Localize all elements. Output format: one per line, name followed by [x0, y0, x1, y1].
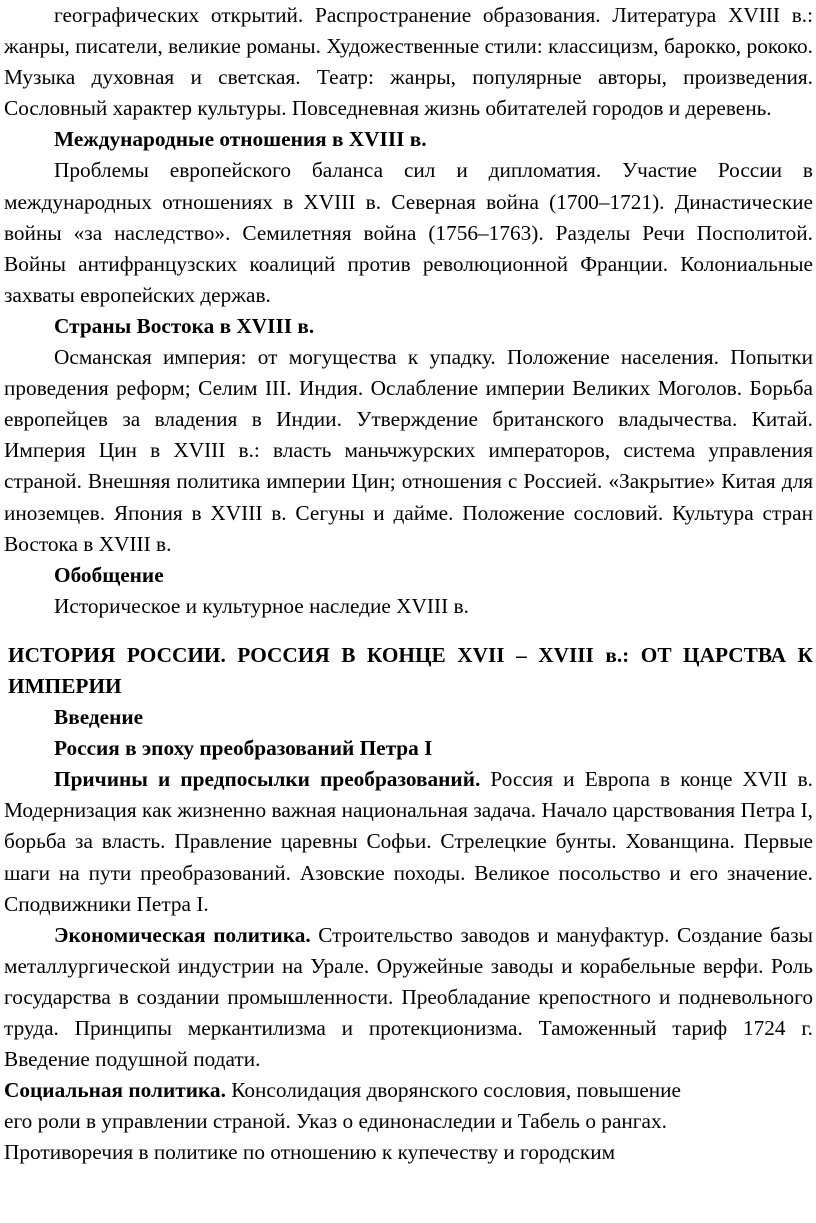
lead-economy: Экономическая политика. [54, 922, 311, 947]
paragraph-eastern-countries: Османская империя: от могущества к упадку. Положение населения. Попытки проведения реформ; Селим III. Индия. Ослабление империи Великих Моголов. Борьба европейцев за владения в Индии. Утверждение британского владычества. Китай. Империя Цин в XVIII в.: власть маньчжурских императоров, система управления страной. Внешняя политика империи Цин; отношения с Россией. «Закрытие» Китая для иноземцев. Япония в XVIII в. Сегуны и дайме. Положение сословий. Культура стран Востока в XVIII в. [4, 345, 813, 556]
text-social-line-2: его роли в управлении страной. Указ о единонаследии и Табель о рангах. [4, 1109, 667, 1134]
paragraph-international-relations: Проблемы европейского баланса сил и дипломатия. Участие России в международных отношениях в XVIII в. Северная война (1700–1721). Династические войны «за наследство». Семилетняя война (1756–1763). Разделы Речи Посполитой. Войны антифранцузских коалиций против революционной Франции. Колониальные захваты европейских держав. [4, 158, 813, 307]
heading-international-relations: Международные отношения в XVIII в. [54, 127, 427, 152]
paragraph-summary: Историческое и культурное наследие XVIII в. [54, 593, 469, 618]
text-economy: Строительство заводов и мануфактур. Создание базы металлургической индустрии на Урале. Оружейные заводы и корабельные верфи. Роль государства в создании промышленности. Преобладание крепостного и подневольного труда. Принципы меркантилизма и протекционизма. Таможенный тариф 1724 г. Введение подушной подати. [4, 922, 813, 1072]
text-reasons: Россия и Европа в конце XVII в. Модернизация как жизненно важная национальная задача. Начало царствования Петра I, борьба за власть. Правление царевны Софьи. Стрелецкие бунты. Хованщина. Первые шаги на пути преобразований. Азовские походы. Великое посольство и его значение. Сподвижники Петра I. [4, 767, 813, 916]
heading-eastern-countries: Страны Востока в XVIII в. [54, 313, 315, 338]
section-title: ИСТОРИЯ РОССИИ. РОССИЯ В КОНЦЕ XVII – XVIII в.: ОТ ЦАРСТВА К ИМПЕРИИ [8, 642, 813, 698]
paragraph-economy [4, 920, 813, 1075]
heading-introduction: Введение [54, 705, 144, 730]
paragraph-social [4, 1075, 813, 1168]
paragraph-culture-europe-cont: географических открытий. Распространение образования. Литература XVIII в.: жанры, писатели, великие романы. Художественные стили: классицизм, барокко, рококо. Музыка духовная и светская. Театр: жанры, популярные авторы, произведения. Сословный характер культуры. Повседневная жизнь обитателей городов и деревень. [4, 3, 813, 121]
lead-reasons: Причины и предпосылки преобразований. [54, 767, 481, 792]
paragraph-reasons [4, 764, 813, 919]
lead-social: Социальная политика. [4, 1078, 226, 1103]
heading-summary: Обобщение [54, 562, 164, 587]
text-social-line-1: Консолидация дворянского сословия, повышение [225, 1078, 682, 1103]
text-social-line-3: Противоречия в политике по отношению к купечеству и городским [4, 1140, 616, 1165]
heading-peter-reforms: Россия в эпоху преобразований Петра I [54, 736, 433, 761]
